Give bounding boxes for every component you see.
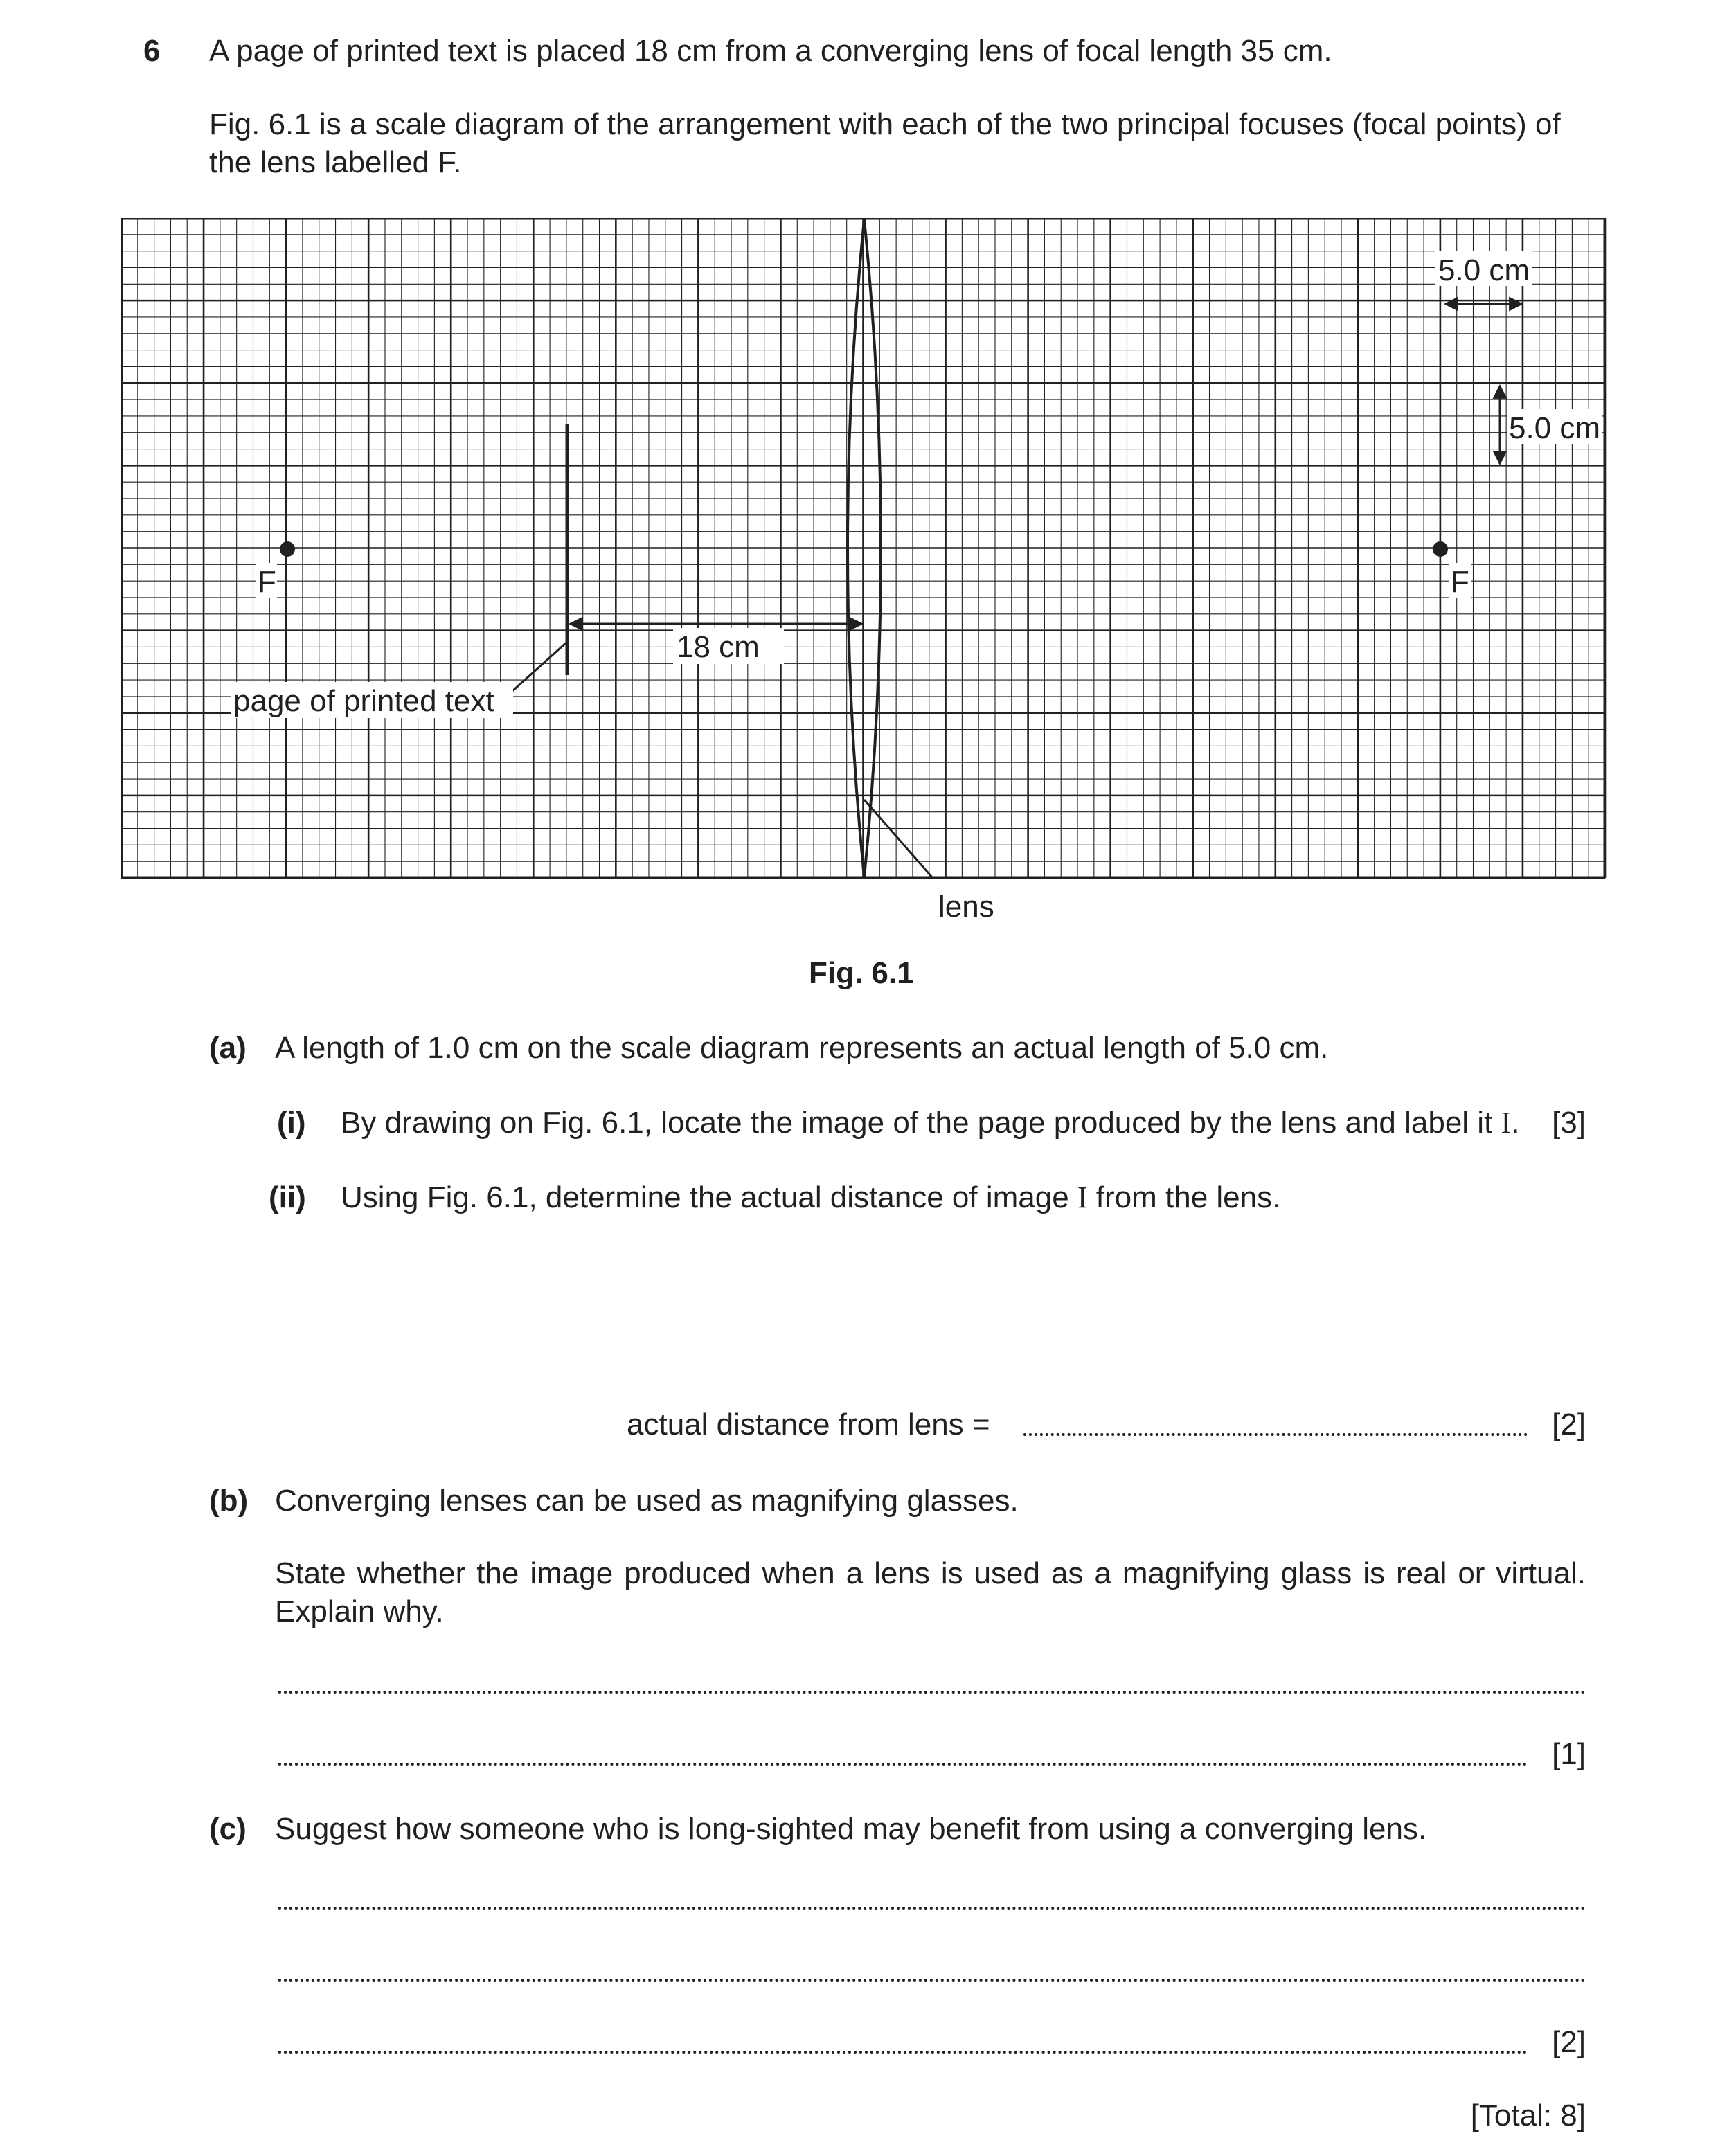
image-symbol: I bbox=[1077, 1180, 1088, 1214]
answer-line-c-3[interactable] bbox=[278, 2051, 1528, 2054]
part-b-label: (b) bbox=[209, 1484, 249, 1518]
part-a-i-label: (i) bbox=[277, 1106, 306, 1140]
part-a-text: A length of 1.0 cm on the scale diagram represents an actual length of 5.0 cm. bbox=[275, 1031, 1329, 1065]
answer-line-c-1[interactable] bbox=[278, 1907, 1586, 1910]
lens-label: lens bbox=[938, 890, 994, 924]
focal-point-right bbox=[1433, 541, 1448, 557]
answer-label-distance: actual distance from lens = bbox=[627, 1408, 990, 1441]
part-b-prompt: State whether the image produced when a lens is used as a magnifying glass is real or virtual. Explain why. bbox=[275, 1556, 1586, 1628]
part-a-label: (a) bbox=[209, 1031, 247, 1065]
part-c-marks: [2] bbox=[1552, 2025, 1586, 2059]
focus-label-left: F bbox=[258, 565, 276, 599]
object-leader-line bbox=[512, 642, 567, 691]
part-a-ii-marks: [2] bbox=[1552, 1408, 1586, 1441]
scale-label-vertical: 5.0 cm bbox=[1509, 411, 1601, 445]
answer-line-c-2[interactable] bbox=[278, 1979, 1586, 1982]
part-c-text: Suggest how someone who is long-sighted may benefit from using a converging lens. bbox=[275, 1812, 1427, 1846]
scale-diagram bbox=[121, 218, 1607, 879]
question-number: 6 bbox=[143, 34, 161, 68]
part-a-ii-label: (ii) bbox=[269, 1180, 306, 1214]
figure-description: Fig. 6.1 is a scale diagram of the arrangement with each of the two principal focuses (focal points) of the lens labelled F. bbox=[209, 107, 1561, 179]
focus-label-right: F bbox=[1451, 565, 1469, 599]
answer-line-distance[interactable] bbox=[1023, 1433, 1528, 1436]
total-marks: [Total: 8] bbox=[1470, 2099, 1586, 2132]
part-b-text: Converging lenses can be used as magnifying glasses. bbox=[275, 1484, 1019, 1518]
focal-point-left bbox=[280, 541, 295, 557]
answer-line-b-1[interactable] bbox=[278, 1691, 1586, 1694]
part-c-label: (c) bbox=[209, 1812, 247, 1846]
graph-paper-grid bbox=[121, 218, 1605, 878]
scale-label-horizontal: 5.0 cm bbox=[1438, 253, 1530, 287]
part-a-i-marks: [3] bbox=[1552, 1106, 1586, 1140]
distance-label-18cm: 18 cm bbox=[677, 630, 760, 664]
object-label: page of printed text bbox=[233, 684, 494, 718]
figure-caption: Fig. 6.1 bbox=[809, 956, 914, 990]
answer-line-b-2[interactable] bbox=[278, 1763, 1528, 1766]
part-b-marks: [1] bbox=[1552, 1737, 1586, 1771]
part-a-i-text: By drawing on Fig. 6.1, locate the image of the page produced by the lens and label it I. bbox=[341, 1106, 1520, 1140]
image-symbol: I bbox=[1501, 1106, 1512, 1140]
part-a-ii-text: Using Fig. 6.1, determine the actual distance of image I from the lens. bbox=[341, 1180, 1281, 1214]
question-intro: A page of printed text is placed 18 cm from a converging lens of focal length 35 cm. bbox=[209, 34, 1332, 68]
